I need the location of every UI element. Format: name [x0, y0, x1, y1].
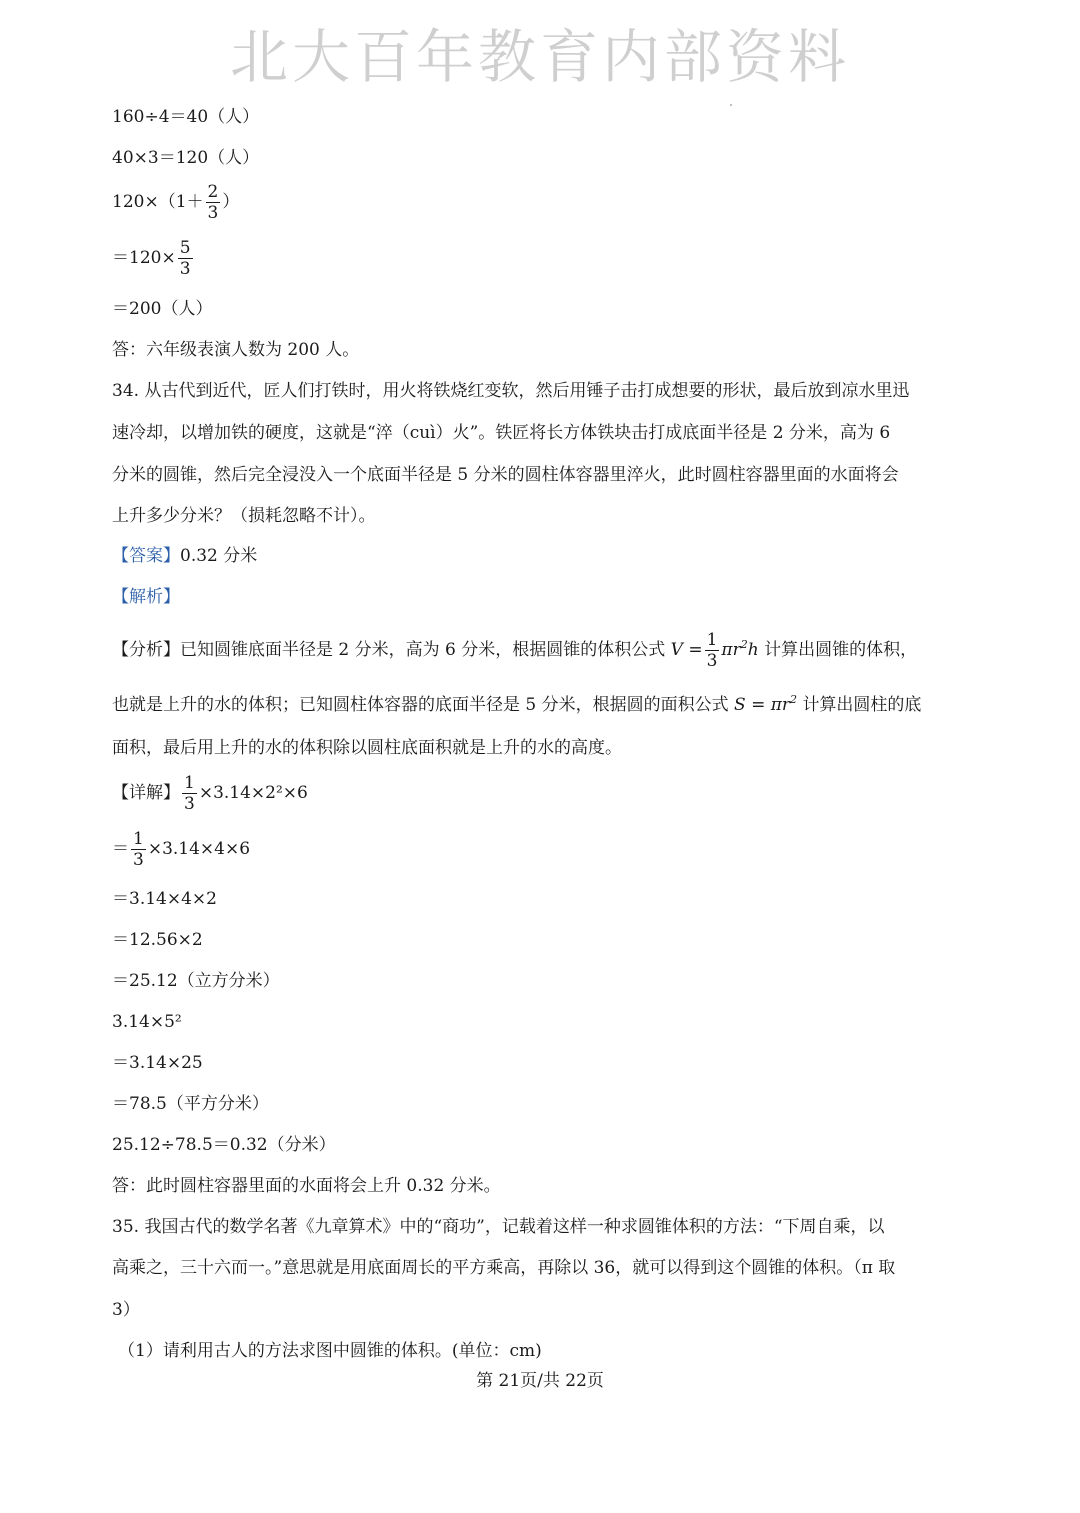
- calc-line-3-pre: 120×（1＋: [112, 192, 204, 212]
- q34-final-answer: 答：此时圆柱容器里面的水面将会上升 0.32 分米。: [112, 1176, 501, 1196]
- fraction-numerator: 5: [179, 238, 191, 258]
- fraction-1-3: [131, 829, 146, 870]
- detail-line-1-post: ×3.14×2²×6: [198, 783, 308, 803]
- fraction-1-3: [182, 773, 197, 814]
- formula-v-lhs: V =: [670, 640, 703, 660]
- xiangjie-tag: 【详解】: [112, 783, 180, 803]
- fraction-numerator: 1: [706, 630, 718, 650]
- fenxi-text-c: 也就是上升的水的体积；已知圆柱体容器的底面半径是 5 分米，根据圆的面积公式: [112, 695, 729, 715]
- detail-line-9: 25.12÷78.5＝0.32（分米）: [112, 1135, 336, 1155]
- formula-fraction: [705, 630, 720, 671]
- detail-line-2-post: ×3.14×4×6: [147, 839, 251, 859]
- fenxi-text-d: 计算出圆柱的底: [802, 695, 922, 715]
- detail-line-3: ＝3.14×4×2: [112, 889, 217, 909]
- formula-v-rhs: πr: [721, 640, 741, 660]
- formula-v-exp: 2: [740, 638, 748, 651]
- fraction-5-3: [178, 238, 193, 279]
- q34-answer: [112, 545, 257, 567]
- calc-line-3-post: ）: [222, 192, 240, 212]
- answer-tag: 【答案】: [112, 546, 180, 566]
- q34-text-line-1: 34. 从古代到近代，匠人们打铁时，用火将铁烧红变软，然后用锤子击打成想要的形状，最后放到凉水里迅: [112, 381, 910, 401]
- cone-volume-formula: [670, 630, 759, 671]
- scan-speck: [730, 104, 732, 106]
- fenxi-line-3: 面积，最后用上升的水的体积除以圆柱底面积就是上升的水的高度。: [112, 738, 622, 758]
- circle-area-formula: [734, 695, 797, 715]
- detail-line-2: [112, 829, 250, 870]
- fenxi-text-b: 计算出圆锥的体积，: [764, 640, 918, 660]
- q34-text-line-3: 分米的圆锥，然后完全浸没入一个底面半径是 5 分米的圆柱体容器里淬火，此时圆柱容器里面的水面将会: [112, 465, 899, 485]
- analysis-tag-text: 【解析】: [112, 587, 180, 607]
- detail-line-8: ＝78.5（平方分米）: [112, 1094, 269, 1114]
- detail-line-5: ＝25.12（立方分米）: [112, 971, 280, 991]
- detail-line-4: ＝12.56×2: [112, 930, 203, 950]
- calc-line-3: [112, 182, 239, 223]
- calc-line-4-pre: ＝120×: [112, 248, 176, 268]
- detail-line-6: 3.14×5²: [112, 1012, 182, 1032]
- fraction-numerator: 2: [207, 182, 219, 202]
- formula-s: S = πr: [734, 695, 791, 715]
- analysis-tag: [112, 586, 180, 608]
- fraction-denominator: 3: [706, 651, 718, 671]
- detail-line-7: ＝3.14×25: [112, 1053, 203, 1073]
- calc-line-4: [112, 238, 195, 279]
- q35-text-line-3: 3）: [112, 1300, 140, 1320]
- detail-line-1: [112, 773, 308, 814]
- page-footer: 第 21页/共 22页: [476, 1371, 604, 1391]
- q34-text-line-4: 上升多少分米？（损耗忽略不计）。: [112, 506, 376, 526]
- fraction-denominator: 3: [207, 203, 219, 223]
- q35-text-line-2: 高乘之，三十六而一。”意思就是用底面周长的平方乘高，再除以 36，就可以得到这个圆锥的体积。（π 取: [112, 1258, 896, 1278]
- fraction-denominator: 3: [179, 259, 191, 279]
- detail-line-2-pre: ＝: [112, 839, 129, 859]
- fraction-2-3: [206, 182, 221, 223]
- fenxi-tag: 【分析】: [112, 640, 180, 660]
- fenxi-line-1: [112, 630, 917, 671]
- fenxi-text-a: 已知圆锥底面半径是 2 分米，高为 6 分米，根据圆锥的体积公式: [180, 640, 666, 660]
- q35-sub-question-1: （1）请利用古人的方法求图中圆锥的体积。(单位：cm): [118, 1341, 542, 1361]
- fraction-numerator: 1: [184, 773, 195, 793]
- watermark: 北大百年教育内部资料: [229, 23, 850, 91]
- formula-v-h: h: [747, 640, 759, 660]
- fraction-numerator: 1: [133, 829, 144, 849]
- q35-text-line-1: 35. 我国古代的数学名著《九章算术》中的“商功”，记载着这样一种求圆锥体积的方法：“下周自乘，以: [112, 1217, 885, 1237]
- answer-value: 0.32 分米: [180, 546, 258, 566]
- fraction-denominator: 3: [133, 850, 144, 870]
- fraction-denominator: 3: [184, 794, 195, 814]
- q34-text-line-2: 速冷却，以增加铁的硬度，这就是“淬（cuì）火”。铁匠将长方体铁块击打成底面半径是 2 分米，高为 6: [112, 423, 891, 443]
- calc-line-1: 160÷4＝40（人）: [112, 107, 260, 127]
- calc-answer: 答：六年级表演人数为 200 人。: [112, 340, 360, 360]
- fenxi-line-2: [112, 689, 921, 716]
- calc-line-5: ＝200（人）: [112, 299, 213, 319]
- calc-line-2: 40×3＝120（人）: [112, 148, 260, 168]
- formula-s-exp: 2: [790, 693, 798, 706]
